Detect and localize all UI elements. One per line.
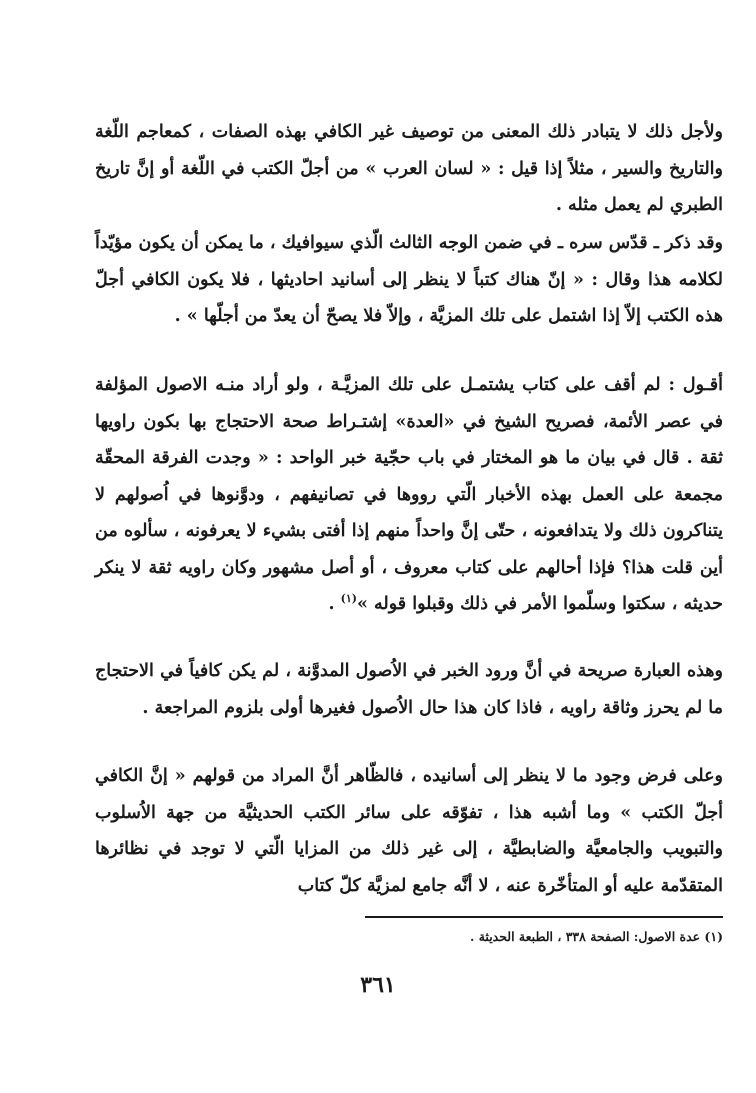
paragraph-3 <box>95 367 723 623</box>
paragraph-5: وعلى فرض وجود ما لا ينظر إلى أسانيده ، فالظّاهر أنَّ المراد من قولهم « إنَّ الكافي أجلّ الكتب » وما أشبه هذا ، تفوّقه على سائر الكتب الحديثيَّة من جهة الاُسلوب والتبويب والجامعيَّة والضابطيَّة ، إلى غير ذلك من المزايا الّتي لا توجد في نظائرها المتقدّمة عليه أو المتأخّرة عنه ، لا أنَّه جامع لمزيَّة كلّ كتاب <box>95 766 723 896</box>
page-number: ٣٦١ <box>360 972 396 998</box>
paragraph-4: وهذه العبارة صريحة في أنَّ ورود الخبر في الاُصول المدوَّنة ، لم يكن كافياً في الاحتجاج ما لم يحرز وثاقة راويه ، فاذا كان هذا حال الاُصول فغيرها أولى بلزوم المراجعة . <box>95 661 723 718</box>
footnote-divider <box>365 916 723 918</box>
footnote-marker: (١) <box>340 592 357 606</box>
footnote: (١) عدة الاصول: الصفحة ٣٣٨ ، الطبعة الحديثة . <box>470 929 723 944</box>
paragraph-2: وقد ذكر ـ قدّس سره ـ في ضمن الوجه الثالث الّذي سيوافيك ، ما يمكن أن يكون مؤيّداً لكلامه هذا وقال : « إنّ هناك كتباً لا ينظر إلى أسانيد احاديثها ، فلا يكون الكافي أجلّ هذه الكتب إلاّ إذا اشتمل على تلك المزيَّة ، وإلاّ فلا يصحّ أن يعدّ من أجلّها » . <box>95 233 723 326</box>
paragraph-3-text: أقـول : لم أقف على كتاب يشتمـل على تلك المزيَّـة ، ولو أراد منـه الاصول المؤلفة في عصر الأئمة، فصريح الشيخ في «العدة» إشتـراط صحة الاحتجاج بها بكون راويها ثقة . قال في بيان ما هو المختار في باب حجّية خبر الواحد : « وجدت الفرقة المحقّة مجمعة على العمل بهذه الأخبار الّتي رووها في تصانيفهم ، ودوَّنوها في اُصولهم لا يتناكرون ذلك ولا يتدافعونه ، حتّى إنَّ واحداً منهم إذا أفتى بشيء لا يعرفونه ، سألوه من أين قلت هذا؟ فإذا أحالهم على كتاب معروف ، أو أصل مشهور وكان راويه ثقة لا ينكر حديثه ، سكتوا وسلّموا الأمر في ذلك وقبلوا قوله » <box>95 375 723 614</box>
paragraph-3-end: . <box>328 594 341 614</box>
paragraph-1: ولأجل ذلك لا يتبادر ذلك المعنى من توصيف غير الكافي بهذه الصفات ، كمعاجم اللّغة والتاريخ والسير ، مثلاً إذا قيل : « لسان العرب » من أجلّ الكتب في اللّغة أو إنَّ تاريخ الطبري لم يعمل مثله . <box>95 122 723 215</box>
